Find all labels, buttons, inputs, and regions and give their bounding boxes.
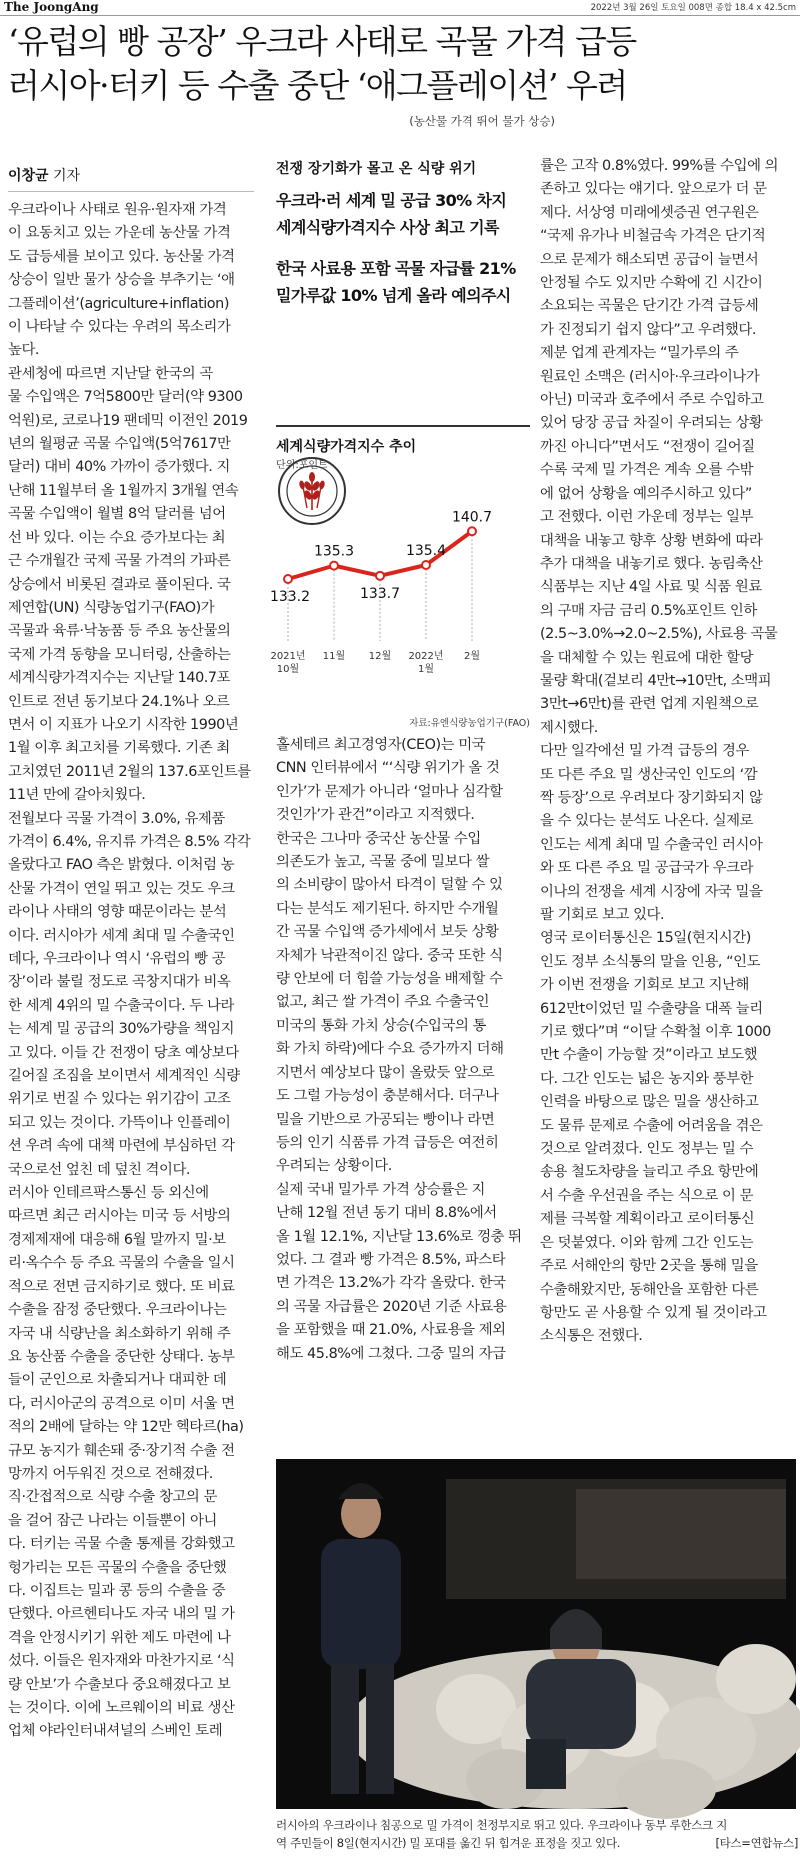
article-line: 국으로선 엎친 데 덮친 격이다. <box>8 1161 191 1178</box>
chart-category-label: 10월 <box>276 664 300 675</box>
article-line: 영국 로이터통신은 15일(현지시간) <box>540 930 751 947</box>
article-line: 수출해왔지만, 동해안을 포함한 다른 <box>540 1281 759 1298</box>
article-line: 원료인 소맥은 (러시아·우크라이나가 <box>540 368 760 385</box>
article-line: 제를 극복할 계획이라고 로이터통신 <box>540 1211 755 1228</box>
masthead-rule <box>0 15 800 16</box>
article-line: 존하고 있다는 얘기다. 앞으로가 더 문 <box>540 181 767 198</box>
article-line: 직·간접적으로 식량 수출 창고의 문 <box>8 1489 217 1506</box>
article-line: 억원)로, 코로나19 팬데믹 이전인 2019 <box>8 412 248 429</box>
article-line: 위기로 번질 수 있다는 위기감이 고조 <box>8 1091 231 1108</box>
article-line: 인트로 전년 동기보다 24.1%나 오르 <box>8 693 230 710</box>
article-column-1 <box>8 199 264 1744</box>
article-line: 대책을 내놓고 향후 상황 변화에 따라 <box>540 532 763 549</box>
article-line: (2.5~3.0%→2.0~2.5%), 사료용 곡물 <box>540 626 778 643</box>
chart-category-label: 12월 <box>368 651 392 662</box>
article-line: 난해 11월부터 올 1월까지 3개월 연속 <box>8 482 239 499</box>
article-line: 면 가격은 13.2%가 각각 올랐다. 한국 <box>276 1275 506 1292</box>
publication-info: 2022년 3월 26일 토요일 008면 종합 18.4 x 42.5cm <box>590 3 796 13</box>
chart-point <box>330 562 338 570</box>
article-line: 의 구매 자금 금리 0.5%포인트 인하 <box>540 602 757 619</box>
article-line: 요 농산품 수출을 중단한 상태다. 농부 <box>8 1348 235 1365</box>
article-line: 한 세계 4위의 밀 수출국이다. 두 나라 <box>8 997 234 1014</box>
article-line: 이나의 전쟁을 세계 시장에 자국 밀을 <box>540 883 763 900</box>
article-line: 은 덧붙였다. 이와 함께 그간 인도는 <box>540 1234 754 1251</box>
article-line: 자체가 낙관적이진 않다. 중국 또한 식 <box>276 947 503 964</box>
article-line: 해도 45.8%에 그쳤다. 그중 밀의 자급 <box>276 1345 506 1362</box>
article-line: 을 포함했을 때 21.0%, 사료용을 제외 <box>276 1322 506 1339</box>
article-line: 션 우려 속에 대책 마련에 부심하던 각 <box>8 1138 235 1155</box>
article-line: 등의 인기 식품류 가격 급등은 여전히 <box>276 1134 499 1151</box>
chart-data-label: 133.2 <box>269 589 311 605</box>
article-line: 높다. <box>8 342 40 359</box>
article-line: 올 1월 12.1%, 지난달 13.6%로 껑충 뛰 <box>276 1228 522 1245</box>
article-line: 또 다른 주요 밀 생산국인 인도의 ‘깜 <box>540 766 758 783</box>
sidebar-head-3: 한국 사료용 포함 곡물 자급률 21% <box>276 259 516 278</box>
article-line: 소식통은 전했다. <box>540 1328 643 1345</box>
article-line: 적으로 전면 금지하기로 했다. 또 비료 <box>8 1278 235 1295</box>
article-line: 이 나타날 수 있다는 우려의 목소리가 <box>8 319 231 336</box>
article-line: 경제제재에 대응해 6월 말까지 밀·보 <box>8 1231 226 1248</box>
headline-line-2: 러시아·터키 등 수출 중단 ‘애그플레이션’ 우려 <box>8 66 627 105</box>
headline-line-1: ‘유럽의 빵 공장’ 우크라 사태로 곡물 가격 급등 <box>8 22 636 61</box>
article-line: 업체 야라인터내셔널의 스베인 토레 <box>8 1723 223 1740</box>
article-line: 을 걸어 잠근 나라는 이들뿐이 아니 <box>8 1512 217 1529</box>
chart-category-label: 2022년 <box>408 651 444 662</box>
article-line: 와 또 다른 주요 밀 공급국가 우크라 <box>540 860 754 877</box>
article-line: 달러) 대비 40% 가까이 증가했다. 지 <box>8 459 230 476</box>
chart-title: 세계식량가격지수 추이 <box>276 439 417 455</box>
chart-category-label: 2월 <box>463 651 481 662</box>
article-line: 짝 등장’으로 우려보다 장기화되지 않 <box>540 789 763 806</box>
food-price-index-chart <box>269 431 530 733</box>
article-line: 제분 업계 관계자는 “밀가루의 주 <box>540 345 739 362</box>
sidebar-kicker: 전쟁 장기화가 몰고 온 식량 위기 <box>276 161 477 177</box>
article-line: 섰다. 이들은 원자재와 마찬가지로 ‘식 <box>8 1653 235 1670</box>
article-line: 인력을 바탕으로 많은 밀을 생산하고 <box>540 1094 759 1111</box>
article-line: 물 수입액은 7억5800만 달러(약 9300 <box>8 389 243 406</box>
article-line: 을 수 있다는 분석도 나온다. 실제로 <box>540 813 754 830</box>
chart-data-label: 135.4 <box>405 543 447 559</box>
article-line: CNN 인터뷰에서 “‘식량 위기가 올 것 <box>276 760 500 777</box>
article-line: 서 수출 우선권을 주는 식으로 이 문 <box>540 1187 754 1204</box>
article-line: 도 급등세를 보이고 있다. 농산물 가격 <box>8 248 235 265</box>
article-line: 선 바 있다. 이는 수요 증가보다는 최 <box>8 529 226 546</box>
article-line: 팔 기회로 보고 있다. <box>540 907 665 923</box>
article-line: 전월보다 곡물 가격이 3.0%, 유제품 <box>8 810 225 827</box>
article-line: 간 곡물 수입액 증가세에서 보듯 상황 <box>276 924 499 941</box>
article-line: 률은 고작 0.8%였다. 99%를 수입에 의 <box>540 158 779 174</box>
article-line: 망까지 어두워진 것으로 전해졌다. <box>8 1465 213 1482</box>
chart-point <box>468 527 476 535</box>
article-line: 인도 정부 소식통의 말을 인용, “인도 <box>540 953 761 970</box>
article-line: 데다, 우크라이나 역시 ‘유럽의 빵 공 <box>8 951 226 967</box>
caption-line-1: 러시아의 우크라이나 침공으로 밀 가격이 천정부지로 뛰고 있다. 우크라이나 동부 루한스크 지 <box>276 1818 728 1832</box>
article-line: 송용 철도차량을 늘리고 주요 항만에 <box>540 1164 759 1181</box>
byline-rule <box>8 191 254 192</box>
sidebar-head-2: 세계식량가격지수 사상 최고 기록 <box>276 218 499 237</box>
article-line: 면서 이 지표가 나오기 시작한 1990년 <box>8 716 239 733</box>
article-line: 올랐다고 FAO 측은 밝혔다. 이처럼 농 <box>8 857 235 874</box>
article-line: 없고, 최근 쌀 가격이 주요 수출국인 <box>276 994 490 1011</box>
article-line: 만t 수출이 가능할 것”이라고 보도했 <box>540 1047 758 1064</box>
article-line: 산물 가격이 연일 뛰고 있는 것도 우크 <box>8 880 235 897</box>
article-line: 까진 아니다”면서도 “전쟁이 길어질 <box>540 438 755 455</box>
chart-data-label: 135.3 <box>313 543 355 560</box>
article-line: 제시했다. <box>540 719 598 736</box>
article-line: 다. 이집트는 밀과 콩 등의 수출을 중 <box>8 1582 226 1599</box>
article-line: 곡물과 육류·낙농품 등 주요 농산물의 <box>8 623 231 640</box>
article-line: 주로 서해안의 항만 2곳을 통해 밀을 <box>540 1258 758 1275</box>
article-line: 을 대체할 수 있는 원료에 대한 할당 <box>540 649 754 666</box>
article-line: 되고 있는 것이다. 가뜩이나 인플레이 <box>8 1114 231 1131</box>
article-line: 세계식량가격지수는 지난달 140.7포 <box>8 670 231 687</box>
caption-text: 역 주민들이 8일(현지시간) 밀 포대를 옮긴 뒤 힘겨운 표정을 짓고 있다. <box>276 1835 621 1850</box>
article-line: 제다. 서상영 미래에셋증권 연구원은 <box>540 204 759 221</box>
article-line: 것인가’가 관건”이라고 지적했다. <box>276 807 475 824</box>
byline-role: 기자 <box>48 168 81 184</box>
article-line: 는 세계 밀 공급의 30%가량을 책임지 <box>8 1021 235 1038</box>
article-line: 1월 이후 최고치를 기록했다. 기존 최 <box>8 740 230 757</box>
news-photo <box>276 1459 796 1809</box>
article-line: 관세청에 따르면 지난달 한국의 곡 <box>8 365 213 382</box>
article-line: 상승이 일반 물가 상승을 부추기는 ‘애 <box>8 272 235 289</box>
article-line: 에 없어 상황을 예의주시하고 있다” <box>540 485 752 502</box>
sidebar-head-1: 우크라·러 세계 밀 공급 30% 차지 <box>276 191 507 210</box>
chart-top-rule <box>276 425 530 427</box>
article-line: 식품부는 지난 4일 사료 및 식품 원료 <box>540 579 762 596</box>
article-line: 추가 대책을 내놓기로 했다. 농림축산 <box>540 555 763 572</box>
photo-illustration <box>276 1459 796 1809</box>
newspaper-logo: The JoongAng <box>4 0 99 14</box>
article-line: 으로 문제가 해소되면 공급이 늘면서 <box>540 251 759 268</box>
article-line: 러시아 인테르팍스통신 등 외신에 <box>8 1185 209 1202</box>
chart-point <box>422 561 430 569</box>
article-line: 국제 가격 동향을 모니터링, 산출하는 <box>8 646 231 663</box>
sidebar-head-4: 밀가루값 10% 넘게 올라 예의주시 <box>276 286 511 305</box>
chart-source: 자료:유엔식량농업기구(FAO) <box>409 718 530 729</box>
chart-point <box>376 572 384 580</box>
article-line: 헝가리는 모든 곡물의 수출을 중단했 <box>8 1559 227 1576</box>
chart-data-label: 140.7 <box>451 509 493 526</box>
article-line: 의 곡물 자급률은 2020년 기준 사료용 <box>276 1298 507 1315</box>
article-line: 가 진정되기 쉽지 않다”고 우려했다. <box>540 321 756 338</box>
chart-category-label: 11월 <box>322 651 346 662</box>
chart-data-label: 133.7 <box>359 585 401 602</box>
article-line: 었다. 그 결과 빵 가격은 8.5%, 파스타 <box>276 1251 506 1268</box>
article-line: 가격이 6.4%, 유지류 가격은 8.5% 각각 <box>8 833 251 850</box>
article-line: 3만t→6만t)를 관련 업계 지원책으로 <box>540 696 759 713</box>
byline <box>8 165 80 185</box>
article-line: 격을 안정시키기 위한 제도 마련에 나 <box>8 1629 231 1646</box>
article-line: 아닌) 미국과 호주에서 주로 수입하고 <box>540 392 764 409</box>
sidebar-headlines <box>276 158 530 309</box>
article-line: 따르면 최근 러시아는 미국 등 서방의 <box>8 1208 231 1225</box>
caption-line-2 <box>276 1835 798 1853</box>
article-line: 도 물류 문제로 수출에 어려움을 겪은 <box>540 1117 763 1134</box>
chart-plot-area <box>270 509 492 675</box>
article-line: 난해 12월 전년 동기 대비 8.8%에서 <box>276 1205 497 1222</box>
photo-caption <box>276 1817 798 1852</box>
article-line: 다만 일각에선 밀 가격 급등의 경우 <box>540 743 749 760</box>
article-line: 다는 분석도 제기된다. 하지만 수개월 <box>276 900 499 917</box>
article-line: 612만t이었던 밀 수출량을 대폭 늘리 <box>540 1000 763 1017</box>
article-line: 의 소비량이 많아서 타격이 덜할 수 있 <box>276 877 503 894</box>
article-line: 상승에서 비롯된 결과로 풀이된다. 국 <box>8 576 231 593</box>
chart-unit-label: 단위:포인트 <box>276 460 328 471</box>
article-line: 화 가치 하락)에다 수요 증가까지 더해 <box>276 1041 504 1058</box>
article-line: 리·옥수수 등 주요 곡물의 수출을 일시 <box>8 1255 235 1272</box>
photo-credit: [타스=연합뉴스] <box>715 1835 798 1850</box>
article-line: 량 안보에 더 힘쓸 가능성을 배제할 수 <box>276 971 503 988</box>
article-column-3 <box>540 155 796 1349</box>
article-line: 우크라이나 사태로 원유·원자재 가격 <box>8 202 227 218</box>
article-line: 인가’가 문제가 아니라 ‘얼마나 심각할 <box>276 783 503 800</box>
article-line: 다. 그간 인도는 넓은 농지와 풍부한 <box>540 1070 754 1087</box>
byline-name: 이창균 <box>8 168 49 184</box>
article-line: 근 수개월간 국제 곡물 가격의 가파른 <box>8 553 231 570</box>
article-line: 길어질 조짐을 보이면서 세계적인 식량 <box>8 1068 240 1085</box>
chart-category-label: 1월 <box>417 664 435 675</box>
article-line: 있어 당장 공급 차질이 우려되는 상황 <box>540 415 763 432</box>
article-line: “국제 유가나 비철금속 가격은 단기적 <box>540 228 766 245</box>
chart-category-label: 2021년 <box>270 651 306 662</box>
article-line: 인도는 세계 최대 밀 수출국인 러시아 <box>540 836 763 853</box>
article-line: 장’이라 불릴 정도로 곡창지대가 비옥 <box>8 974 231 991</box>
article-line: 다, 러시아군의 공격으로 이미 서울 면 <box>8 1395 235 1412</box>
article-column-2 <box>276 734 532 1366</box>
article-line: 한국은 그나마 중국산 농산물 수입 <box>276 830 481 847</box>
article-line: 우려되는 상황이다. <box>276 1158 392 1175</box>
article-line: 고치였던 2011년 2월의 137.6포인트를 <box>8 763 251 780</box>
article-line: 곡물 수입액이 월별 8억 달러를 넘어 <box>8 506 226 523</box>
chart-point <box>284 575 292 583</box>
article-line: 고 전했다. 이런 가운데 정부는 일부 <box>540 509 754 526</box>
article-line: 실제 국내 밀가루 가격 상승률은 지 <box>276 1181 485 1198</box>
article-line: 홀세테르 최고경영자(CEO)는 미국 <box>276 737 486 753</box>
article-line: 그플레이션’(agriculture+inflation) <box>8 295 230 312</box>
article-line: 의존도가 높고, 곡물 중에 밀보다 쌀 <box>276 854 490 871</box>
article-line: 미국의 통화 가치 상승(수입국의 통 <box>276 1017 486 1034</box>
article-line: 기로 했다”며 “이달 수확철 이후 1000 <box>540 1024 771 1041</box>
article-line: 라이나 사태의 영향 때문이라는 분석 <box>8 904 227 921</box>
article-line: 다. 터키는 곡물 수출 통제를 강화했고 <box>8 1536 235 1553</box>
article-line: 년의 월평균 곡물 수입액(5억7617만 <box>8 436 231 453</box>
article-line: 11년 만에 갈아치웠다. <box>8 787 146 804</box>
article-line: 물량 확대(겉보리 4만t→10만t, 소맥피 <box>540 672 772 689</box>
article-line: 도 그럴 가능성이 충분해서다. 더구나 <box>276 1088 499 1105</box>
article-line: 항만도 곧 사용할 수 있게 될 것이라고 <box>540 1304 767 1321</box>
article-line: 밀을 기반으로 가공되는 빵이나 라면 <box>276 1111 495 1128</box>
article-line: 지면서 예상보다 많이 올랐듯 앞으로 <box>276 1064 495 1081</box>
article-line: 자국 내 식량난을 최소화하기 위해 주 <box>8 1325 231 1342</box>
article-line: 소요되는 곡물은 단기간 가격 급등세 <box>540 298 759 315</box>
article-line: 고 있다. 이들 간 전쟁이 당초 예상보다 <box>8 1044 239 1061</box>
article-line: 이 요동치고 있는 가운데 농산물 가격 <box>8 225 231 242</box>
article-line: 수출을 잠정 중단했다. 우크라이나는 <box>8 1302 227 1319</box>
article-line: 이다. 러시아가 세계 최대 밀 수출국인 <box>8 927 235 944</box>
article-line: 적의 2배에 달하는 약 12만 헥타르(ha) <box>8 1419 244 1436</box>
article-line: 단했다. 아르헨티나도 자국 내의 밀 가 <box>8 1606 235 1623</box>
article-line: 들이 군인으로 차출되거나 대피한 데 <box>8 1372 227 1389</box>
article-line: 규모 농지가 훼손돼 중·장기적 수출 전 <box>8 1442 235 1459</box>
article-line: 것으로 알려졌다. 인도 정부는 밀 수 <box>540 1141 754 1158</box>
article-line: 가 이번 전쟁을 기회로 보고 지난해 <box>540 977 749 994</box>
article-line: 안정될 수도 있지만 수확에 긴 시간이 <box>540 275 763 292</box>
headline-subtitle: (농산물 가격 뛰어 물가 상승) <box>409 114 555 128</box>
article-line: 수록 국제 밀 가격은 계속 오를 수밖 <box>540 462 754 479</box>
article-line: 는 것이다. 이에 노르웨이의 비료 생산 <box>8 1700 235 1716</box>
article-line: 제연합(UN) 식량농업기구(FAO)가 <box>8 599 215 616</box>
article-line: 량 안보’가 수출보다 중요해졌다고 보 <box>8 1676 231 1693</box>
